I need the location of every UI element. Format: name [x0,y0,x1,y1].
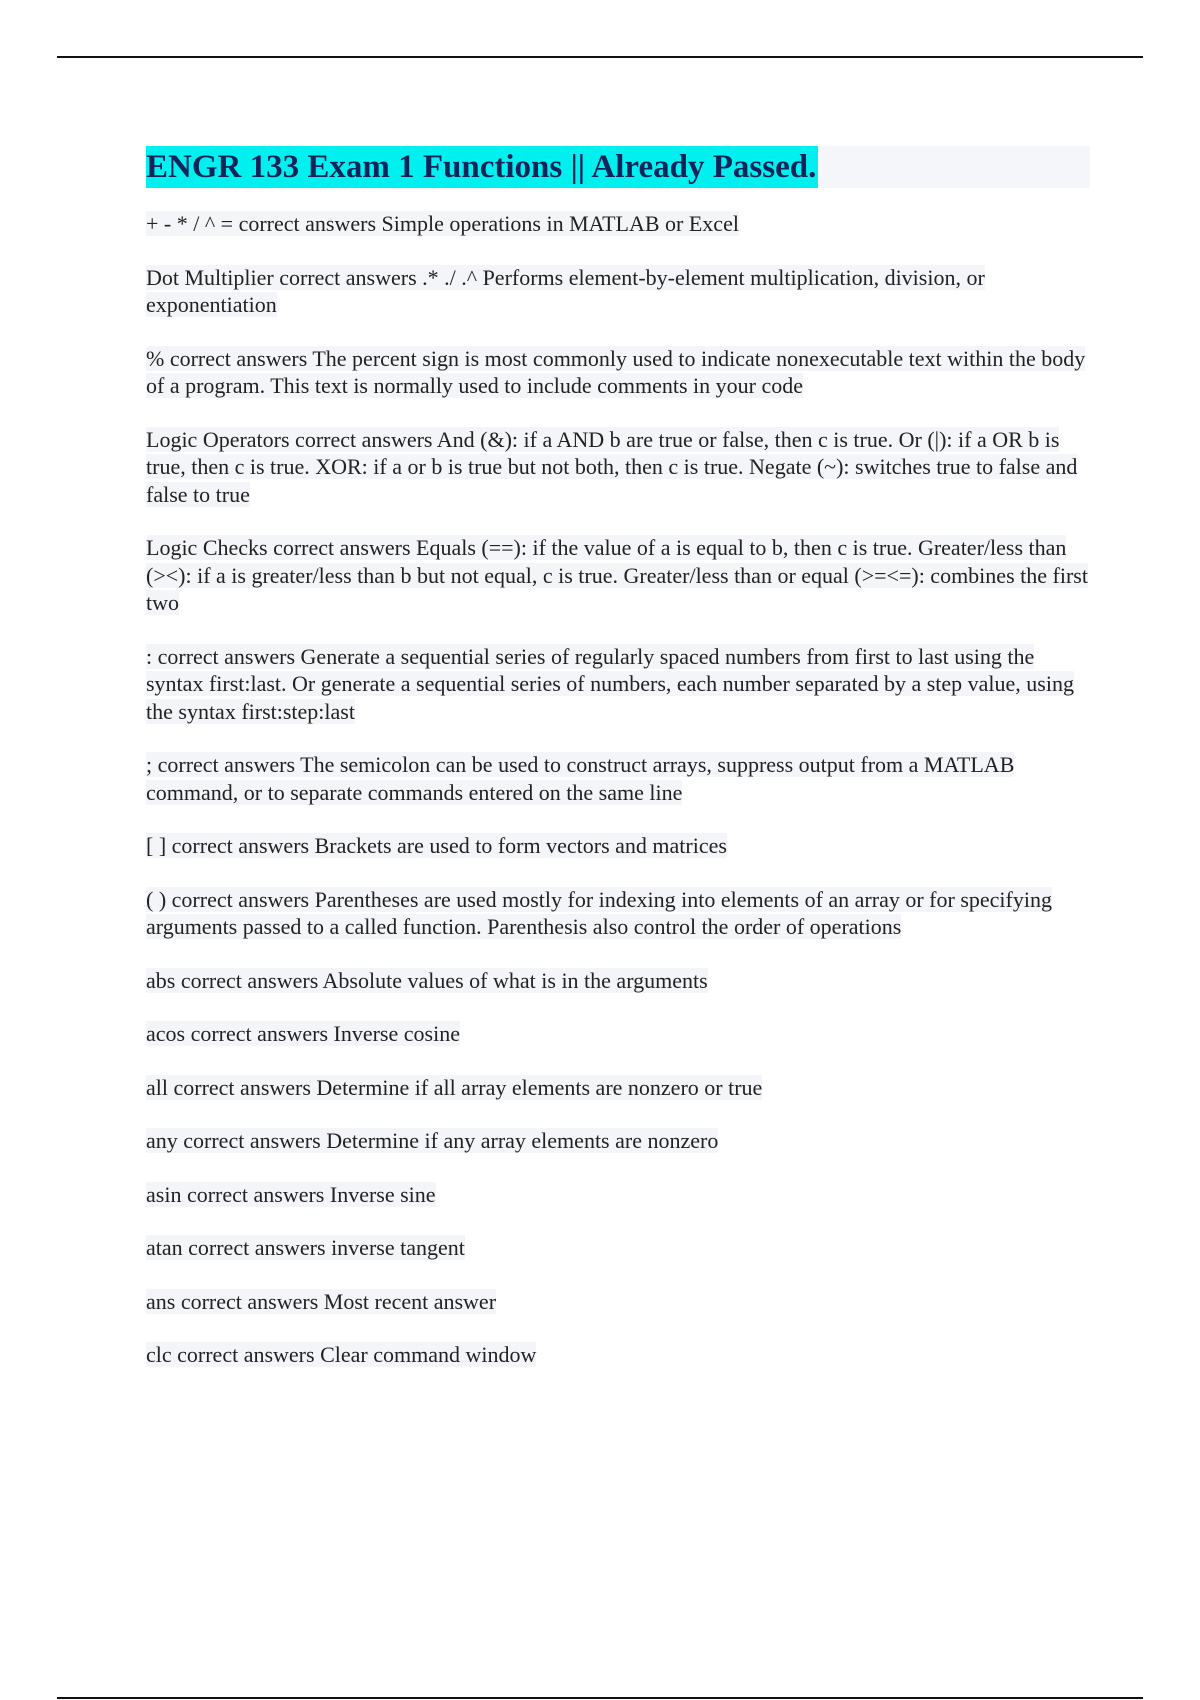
entry-text: clc correct answers Clear command window [146,1342,537,1367]
entry-text: acos correct answers Inverse cosine [146,1021,460,1046]
entry-abs [146,967,1090,995]
entry-any [146,1127,1090,1155]
entry-text: ; correct answers The semicolon can be used to construct arrays, suppress output from a MATLAB command, or to separate commands entered on the same line [146,752,1015,805]
document-body [146,146,1090,1395]
entry-text: % correct answers The percent sign is most commonly used to indicate nonexecutable text within the body of a program. This text is normally used to include comments in your code [146,345,1086,398]
entry-text: all correct answers Determine if all array elements are nonzero or true [146,1074,763,1100]
entry-text: atan correct answers inverse tangent [146,1235,465,1260]
entry-text: Logic Checks correct answers Equals (==): if the value of a is equal to b, then c is true. Greater/less than (><): if a is greater/less than b but not equal, c is true. Greater/less than or equal (>=<=): combines the first two [146,535,1088,615]
entry-text: abs correct answers Absolute values of what is in the arguments [146,967,708,993]
entry-operators [146,210,1090,238]
entry-logic-operators [146,426,1090,509]
entry-logic-checks [146,534,1090,617]
entry-text: + - * / ^ = correct answers Simple operations in MATLAB or Excel [146,211,739,236]
entry-text: [ ] correct answers Brackets are used to form vectors and matrices [146,833,727,858]
entry-parentheses [146,886,1090,941]
entry-acos [146,1020,1090,1048]
entry-text: : correct answers Generate a sequential series of regularly spaced numbers from first to last using the syntax first:last. Or generate a sequential series of numbers, each number separated by a step value, using the syntax first:step:last [146,643,1074,724]
top-rule [57,56,1143,58]
entry-clc [146,1341,1090,1369]
entry-atan [146,1234,1090,1262]
entry-dot-multiplier [146,264,1090,319]
entry-colon [146,643,1090,726]
entry-asin [146,1181,1090,1209]
entry-text: any correct answers Determine if any array elements are nonzero [146,1128,719,1153]
entry-ans [146,1288,1090,1316]
entry-text: Dot Multiplier correct answers .* ./ .^ Performs element-by-element multiplication, division, or exponentiation [146,264,985,317]
entry-text: ( ) correct answers Parentheses are used mostly for indexing into elements of an array or for specifying arguments passed to a called function. Parenthesis also control the order of operations [146,886,1052,939]
entry-text: asin correct answers Inverse sine [146,1181,436,1207]
entry-semicolon [146,751,1090,806]
entry-all [146,1074,1090,1102]
entry-text: ans correct answers Most recent answer [146,1288,497,1314]
entry-brackets [146,832,1090,860]
entry-text: Logic Operators correct answers And (&): if a AND b are true or false, then c is true. Or (|): if a OR b is true, then c is true. XOR: if a or b is true but not both, then c is true. Negate (~): switches true to false and false to true [146,426,1078,507]
entry-percent [146,345,1090,400]
document-title: ENGR 133 Exam 1 Functions || Already Passed. [146,146,818,188]
bottom-rule [57,1697,1143,1699]
title-band [146,146,1090,188]
